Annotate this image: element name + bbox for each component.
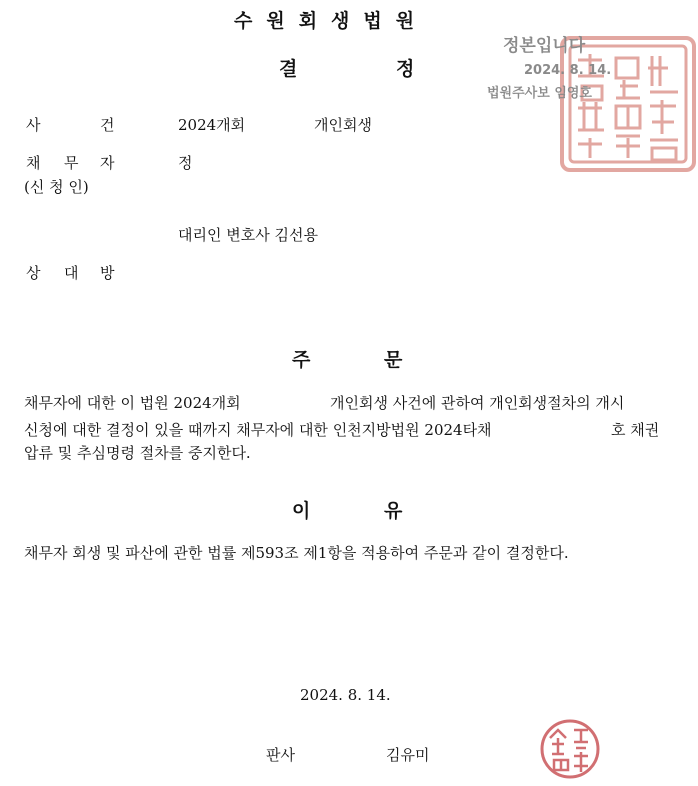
reason-title-char-2: 유 (384, 500, 403, 522)
debtor-label-2: 무 (64, 154, 79, 172)
case-number: 2024개회 (178, 116, 246, 134)
order-line-1b: 개인회생 사건에 관하여 개인회생절차의 개시 (330, 394, 625, 412)
opponent-label-2: 대 (64, 264, 79, 282)
order-title-char-2: 문 (384, 349, 403, 371)
order-line-1a: 채무자에 대한 이 법원 2024개회 (24, 394, 241, 412)
case-type: 개인회생 (314, 116, 372, 134)
debtor-agent: 대리인 변호사 김선용 (178, 226, 318, 244)
certified-copy-text: 정본입니다 (503, 36, 586, 56)
debtor-name: 정 (178, 154, 193, 172)
order-line-2b: 호 채권 (611, 421, 660, 439)
order-title-char-1: 주 (292, 349, 311, 371)
stamp-date: 2024. 8. 14. (524, 63, 612, 78)
judge-title: 판사 (266, 746, 295, 764)
doc-type-char-1: 결 (279, 58, 298, 80)
court-seal-graphic (564, 40, 692, 168)
stamp-clerk: 법원주사보 임영호 (487, 86, 592, 101)
debtor-label-1: 채 (26, 154, 41, 172)
judge-seal-graphic (536, 716, 604, 782)
court-seal (560, 36, 696, 172)
order-line-3: 압류 및 추심명령 절차를 중지한다. (24, 444, 251, 462)
order-line-2a: 신청에 대한 결정이 있을 때까지 채무자에 대한 인천지방법원 2024타채 (24, 421, 492, 439)
case-label-1: 사 (26, 116, 41, 134)
doc-type-char-2: 정 (396, 58, 415, 80)
reason-text: 채무자 회생 및 파산에 관한 법률 제593조 제1항을 적용하여 주문과 같이 결정한다. (24, 544, 569, 562)
applicant-label: (신 청 인) (24, 178, 89, 196)
reason-title-char-1: 이 (292, 500, 311, 522)
court-name: 수원회생법원 (234, 10, 429, 32)
debtor-label-3: 자 (100, 154, 115, 172)
opponent-label-3: 방 (100, 264, 115, 282)
judge-seal (536, 716, 604, 782)
opponent-label-1: 상 (26, 264, 41, 282)
decision-date: 2024. 8. 14. (300, 686, 391, 704)
judge-name: 김유미 (386, 746, 430, 764)
case-label-2: 건 (100, 116, 115, 134)
